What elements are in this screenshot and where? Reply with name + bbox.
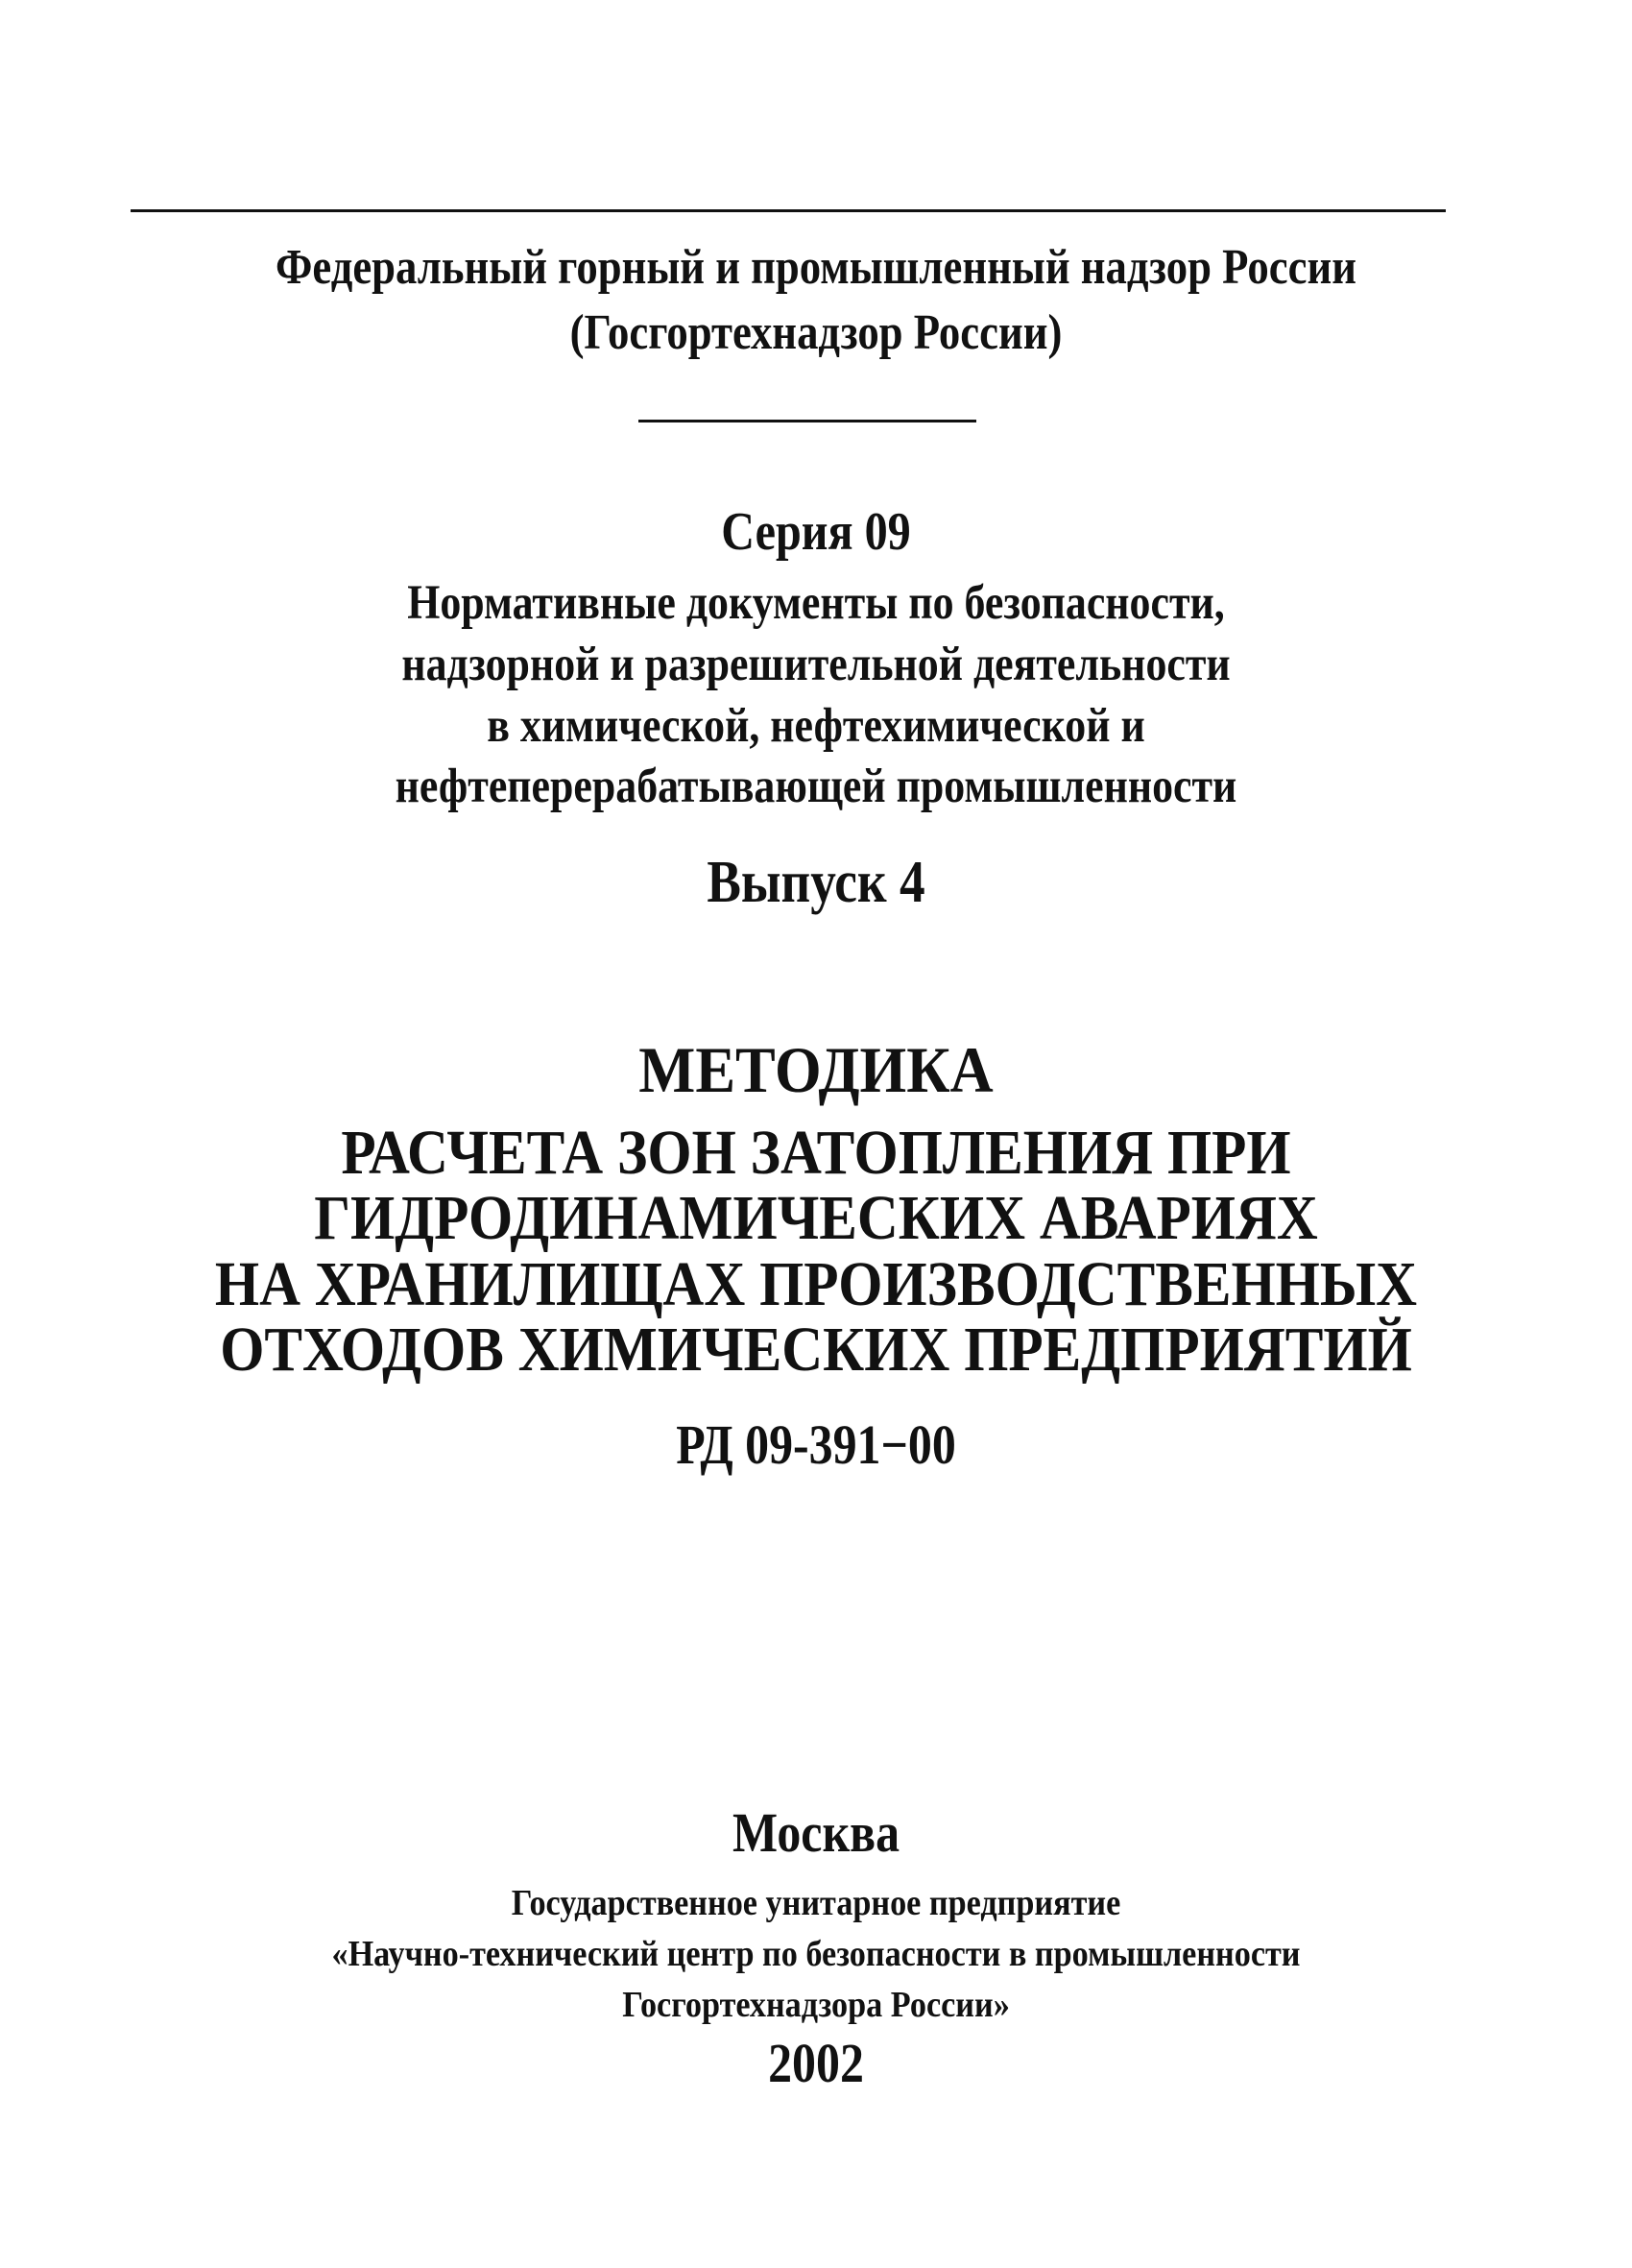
top-divider [131,209,1446,212]
series-description-line: нефтеперерабатывающей промышленности [395,760,1237,813]
document-title-line: ОТХОДОВ ХИМИЧЕСКИХ ПРЕДПРИЯТИЙ [220,1315,1412,1385]
publication-year: 2002 [768,2032,864,2094]
document-title-line: ГИДРОДИНАМИЧЕСКИХ АВАРИЯХ [314,1183,1318,1253]
document-type: МЕТОДИКА [638,1033,994,1106]
document-code: РД 09-391−00 [676,1413,956,1476]
publisher-line: «Научно-технический центр по безопасности в промышленности [331,1934,1301,1974]
document-title-line: НА ХРАНИЛИЩАХ ПРОИЗВОДСТВЕННЫХ [214,1249,1418,1319]
section-divider [638,420,976,422]
series-description-line: в химической, нефтехимической и [487,699,1145,753]
document-title-line: РАСЧЕТА ЗОН ЗАТОПЛЕНИЯ ПРИ [341,1118,1291,1188]
agency-name: Федеральный горный и промышленный надзор России [276,240,1356,295]
series-description-line: Нормативные документы по безопасности, [407,576,1225,630]
issue-number: Выпуск 4 [707,850,925,915]
publisher-line: Госгортехнадзора России» [622,1985,1010,2025]
publisher-line: Государственное унитарное предприятие [511,1883,1121,1923]
series-description-line: надзорной и разрешительной деятельности [401,638,1231,691]
series-title: Серия 09 [721,502,911,562]
agency-short-name: (Госгортехнадзор России) [569,305,1063,360]
imprint-city: Москва [732,1801,900,1864]
